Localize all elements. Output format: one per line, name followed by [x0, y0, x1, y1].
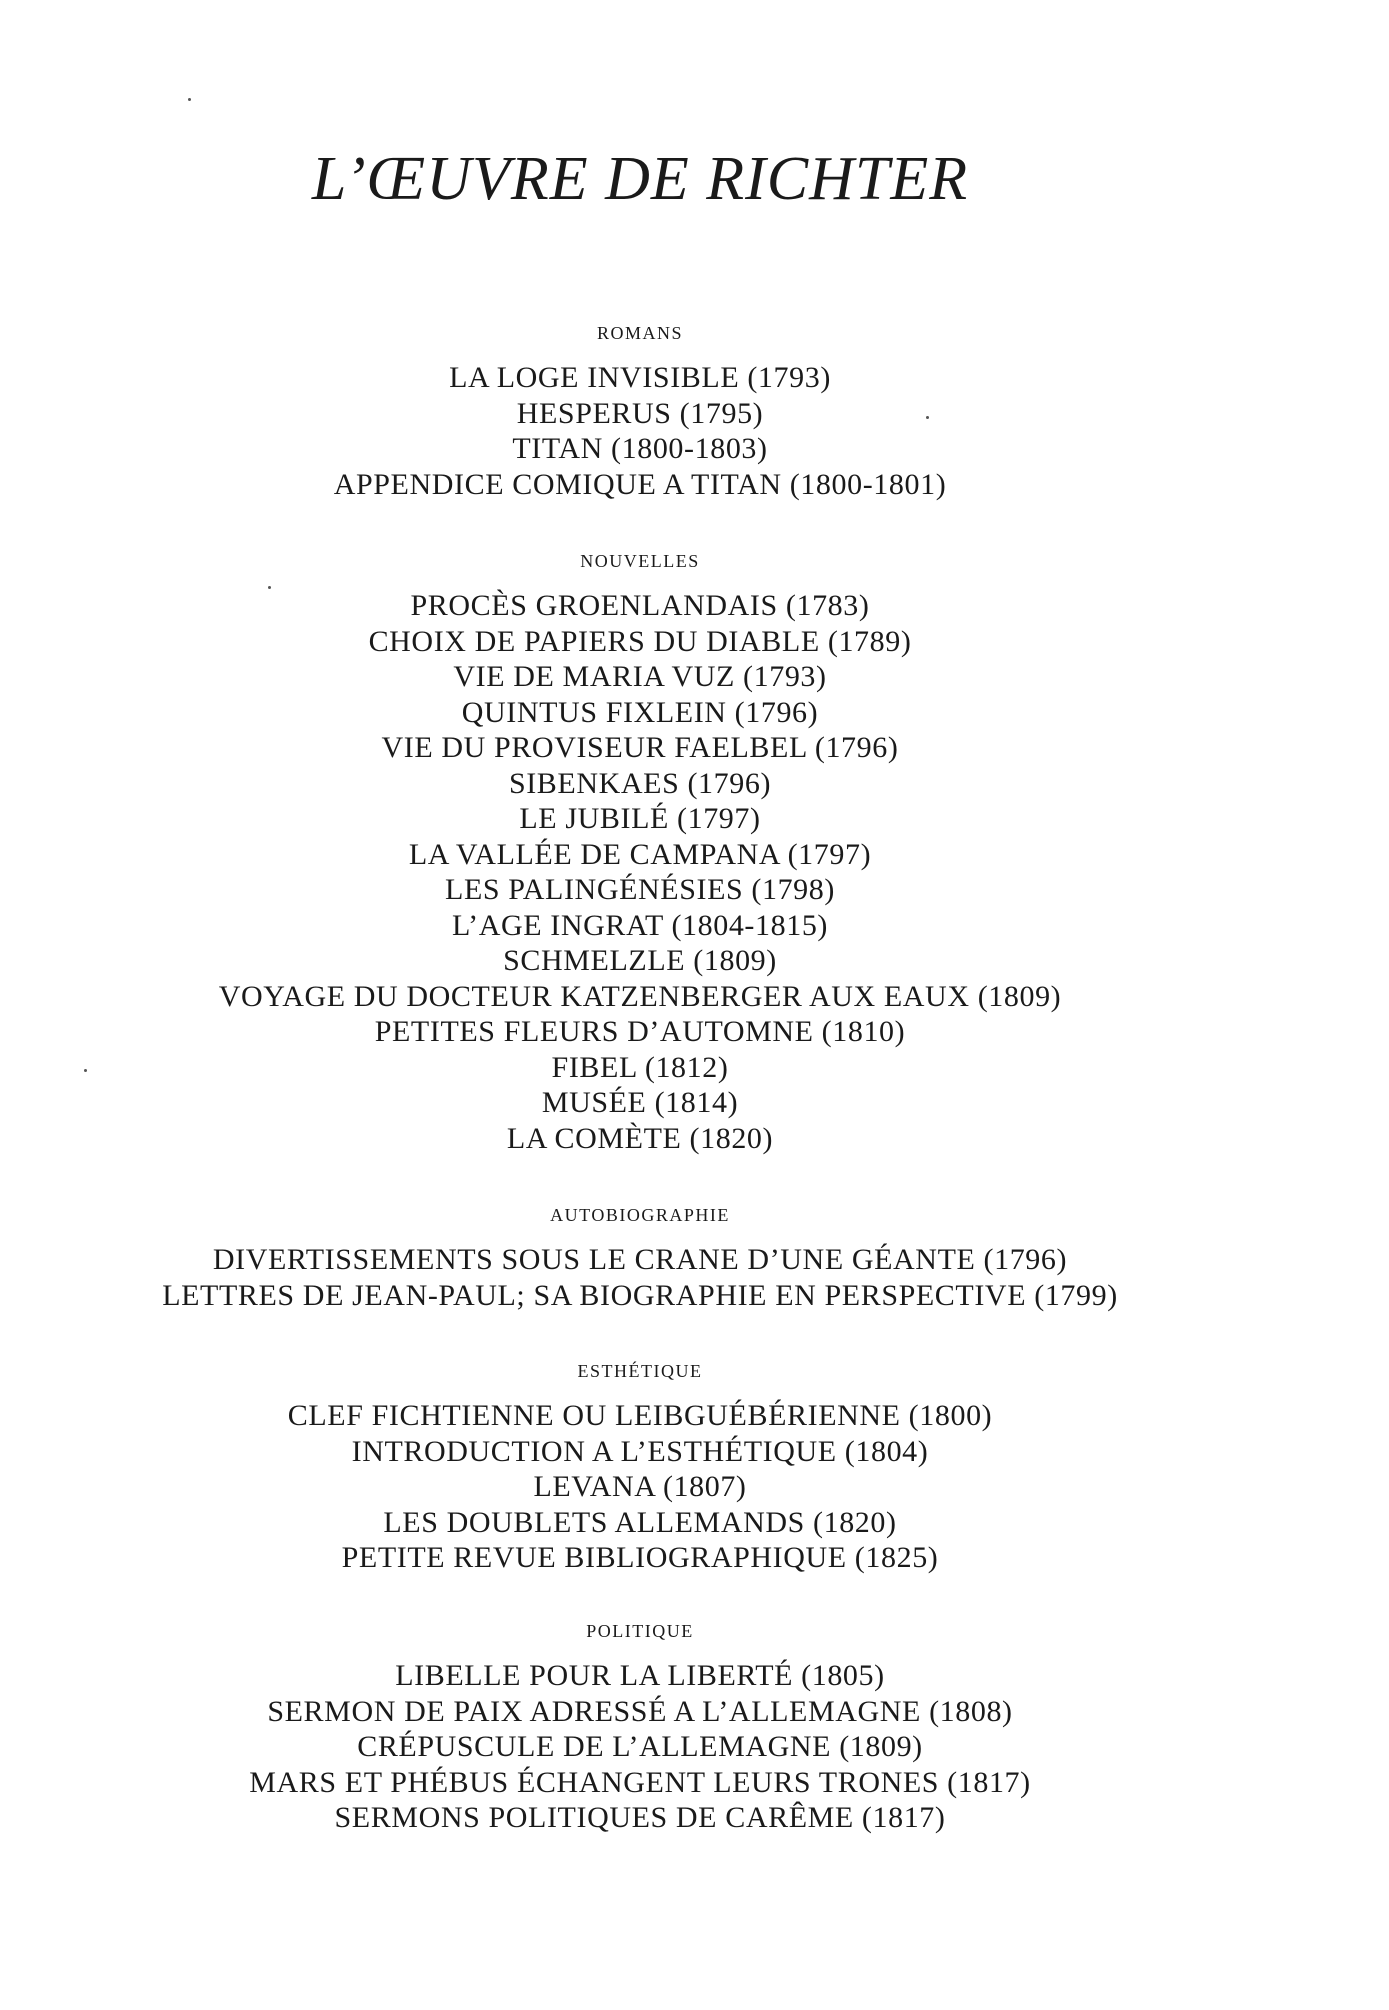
- work-entry: VOYAGE DU DOCTEUR KATZENBERGER AUX EAUX (1809): [218, 979, 1062, 1013]
- work-entry: SIBENKAES (1796): [508, 766, 772, 800]
- entry-list: [0, 1242, 1280, 1313]
- work-entry: MARS ET PHÉBUS ÉCHANGENT LEURS TRONES (1817): [249, 1765, 1031, 1799]
- work-entry: CRÉPUSCULE DE L’ALLEMAGNE (1809): [357, 1730, 923, 1763]
- work-entry: SERMON DE PAIX ADRESSÉ A L’ALLEMAGNE (1808): [267, 1694, 1013, 1728]
- work-entry: PROCÈS GROENLANDAIS (1783): [410, 589, 870, 622]
- work-entry: INTRODUCTION A L’ESTHÉTIQUE (1804): [351, 1434, 929, 1468]
- work-entry: LEVANA (1807): [533, 1470, 747, 1503]
- work-entry: SCHMELZLE (1809): [503, 944, 777, 977]
- section-heading: ESTHÉTIQUE: [577, 1361, 703, 1381]
- section-heading: AUTOBIOGRAPHIE: [550, 1205, 730, 1225]
- page-title: L’ŒUVRE DE RICHTER: [311, 145, 969, 213]
- work-entry: LES DOUBLETS ALLEMANDS (1820): [383, 1505, 897, 1539]
- print-speck: [188, 98, 191, 101]
- section-heading: NOUVELLES: [580, 551, 700, 571]
- work-entry: SERMONS POLITIQUES DE CARÊME (1817): [334, 1801, 946, 1834]
- section-heading: ROMANS: [596, 323, 684, 343]
- section-politique: [0, 1620, 1280, 1836]
- work-entry: PETITE REVUE BIBLIOGRAPHIQUE (1825): [341, 1541, 939, 1574]
- work-entry: LA COMÈTE (1820): [506, 1121, 774, 1155]
- work-entry: L’AGE INGRAT (1804-1815): [451, 908, 829, 942]
- entry-list: [0, 588, 1280, 1156]
- work-entry: LETTRES DE JEAN-PAUL; SA BIOGRAPHIE EN PERSPECTIVE (1799): [162, 1278, 1118, 1312]
- work-entry: LE JUBILÉ (1797): [519, 802, 761, 835]
- work-entry: PETITES FLEURS D’AUTOMNE (1810): [374, 1015, 906, 1048]
- work-entry: TITAN (1800-1803): [512, 432, 768, 465]
- entry-list: [0, 1658, 1280, 1836]
- section-autobiographie: [0, 1204, 1280, 1313]
- section-nouvelles: [0, 550, 1280, 1156]
- work-entry: FIBEL (1812): [551, 1050, 729, 1084]
- work-entry: CHOIX DE PAPIERS DU DIABLE (1789): [368, 624, 912, 658]
- work-entry: VIE DU PROVISEUR FAELBEL (1796): [381, 731, 899, 764]
- section-romans: [0, 322, 1280, 502]
- work-entry: APPENDICE COMIQUE A TITAN (1800-1801): [333, 467, 947, 501]
- work-entry: HESPERUS (1795): [516, 396, 764, 430]
- entry-list: [0, 1398, 1280, 1576]
- work-entry: VIE DE MARIA VUZ (1793): [453, 660, 827, 693]
- section-esthetique: [0, 1360, 1280, 1576]
- work-entry: LA VALLÉE DE CAMPANA (1797): [408, 837, 872, 871]
- work-entry: LIBELLE POUR LA LIBERTÉ (1805): [395, 1659, 885, 1692]
- work-entry: CLEF FICHTIENNE OU LEIBGUÉBÉRIENNE (1800): [287, 1399, 993, 1432]
- section-heading: POLITIQUE: [586, 1621, 694, 1641]
- work-entry: LES PALINGÉNÉSIES (1798): [445, 873, 835, 906]
- work-entry: DIVERTISSEMENTS SOUS LE CRANE D’UNE GÉANTE (1796): [212, 1243, 1068, 1276]
- work-entry: LA LOGE INVISIBLE (1793): [449, 361, 831, 394]
- entry-list: [0, 360, 1280, 502]
- work-entry: MUSÉE (1814): [541, 1086, 739, 1119]
- work-entry: QUINTUS FIXLEIN (1796): [461, 695, 819, 729]
